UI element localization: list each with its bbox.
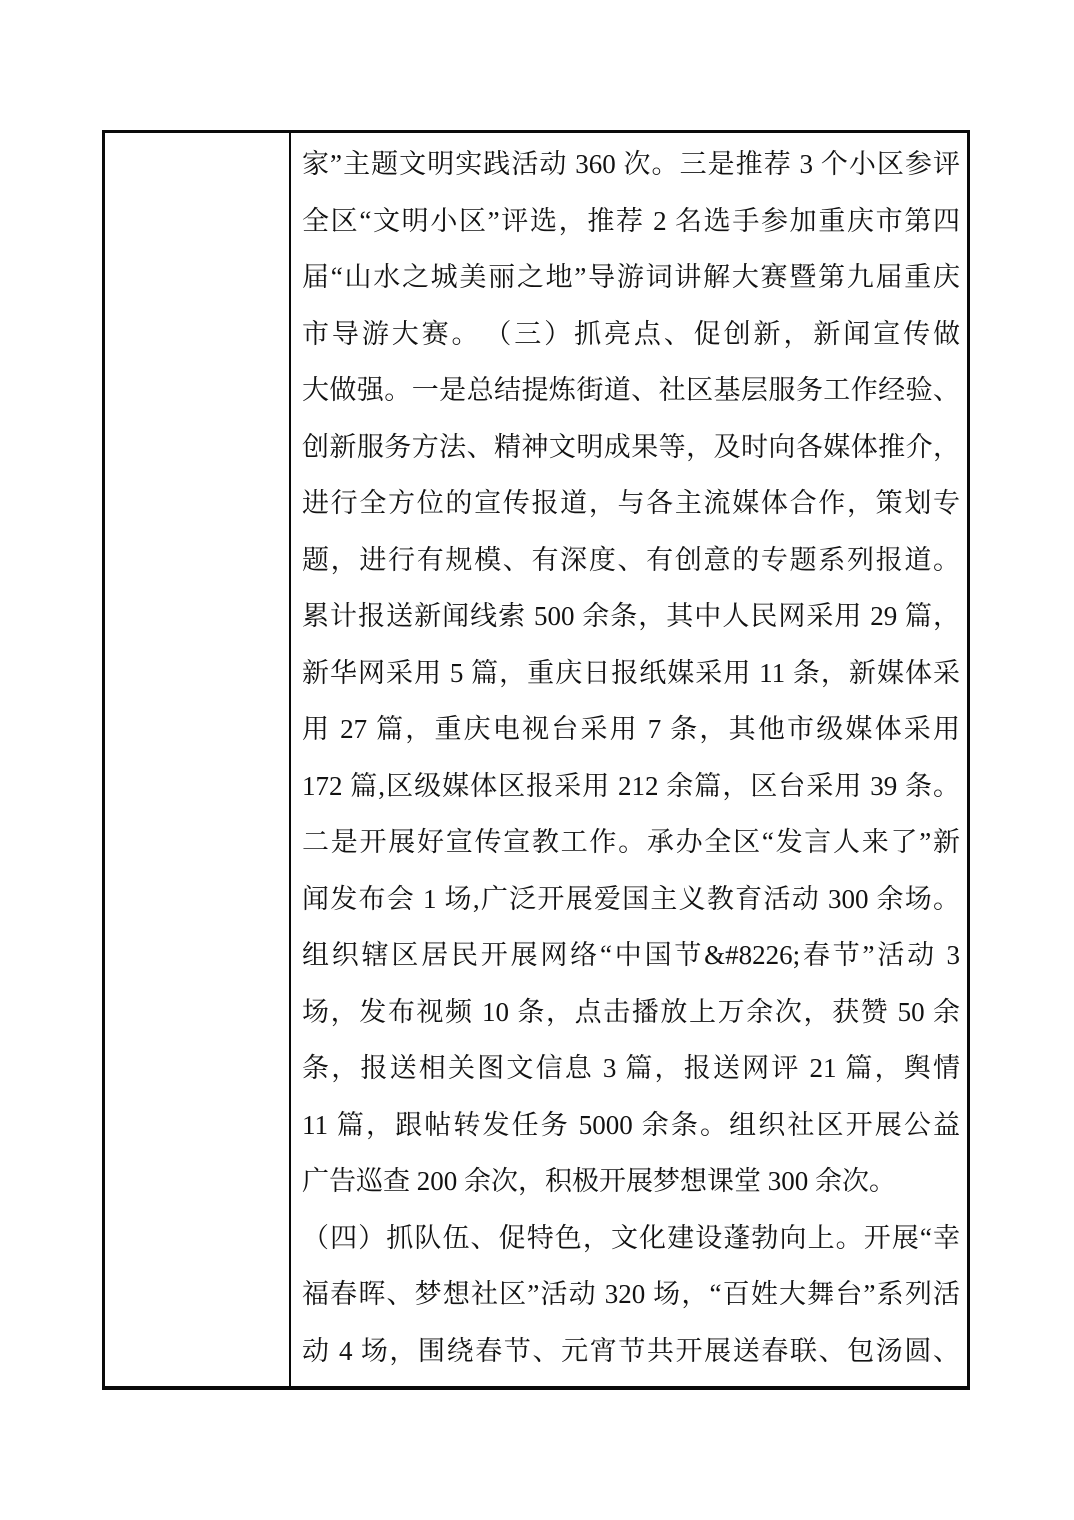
table-cell-body <box>291 133 967 1386</box>
text-line: 累计报送新闻线索 500 余条，其中人民网采用 29 篇， <box>302 601 960 631</box>
text-line: 市导游大赛。 （三）抓亮点、促创新，新闻宣传做 <box>302 318 960 349</box>
text-line: 创新服务方法、精神文明成果等，及时向各媒体推介， <box>302 431 960 462</box>
text-line: 动 4 场，围绕春节、元宵节共开展送春联、包汤圆、 <box>302 1335 960 1366</box>
text-line: 用 27 篇，重庆电视台采用 7 条，其他市级媒体采用 <box>302 714 960 744</box>
text-line: 闻发布会 1 场,广泛开展爱国主义教育活动 300 余场。 <box>302 883 960 914</box>
text-line: 条，报送相关图文信息 3 篇，报送网评 21 篇，舆情 <box>302 1053 960 1083</box>
text-line: （四）抓队伍、促特色，文化建设蓬勃向上。开展“幸 <box>302 1222 960 1253</box>
right-cell-text <box>302 136 960 1379</box>
table-cell-label-empty <box>105 133 291 1386</box>
text-line: 届“山水之城美丽之地”导游词讲解大赛暨第九届重庆 <box>302 262 960 292</box>
text-line: 组织辖区居民开展网络“中国节&#8226;春节”活动 3 <box>302 940 960 970</box>
text-line: 进行全方位的宣传报道，与各主流媒体合作，策划专 <box>302 488 960 518</box>
text-line: 二是开展好宣传宣教工作。承办全区“发言人来了”新 <box>302 827 960 857</box>
text-line: 172 篇,区级媒体区报采用 212 余篇，区台采用 39 条。 <box>302 770 960 801</box>
text-line: 11 篇，跟帖转发任务 5000 余条。组织社区开展公益 <box>302 1109 960 1140</box>
text-line: 全区“文明小区”评选，推荐 2 名选手参加重庆市第四 <box>302 205 960 236</box>
text-line: 场，发布视频 10 条，点击播放上万余次，获赞 50 余 <box>302 996 960 1027</box>
text-line: 题，进行有规模、有深度、有创意的专题系列报道。 <box>302 544 960 575</box>
text-line: 新华网采用 5 篇，重庆日报纸媒采用 11 条，新媒体采 <box>302 657 960 688</box>
text-line: 福春晖、梦想社区”活动 320 场，“百姓大舞台”系列活 <box>302 1279 960 1309</box>
text-line: 广告巡查 200 余次，积极开展梦想课堂 300 余次。 <box>302 1166 896 1196</box>
text-line: 大做强。一是总结提炼街道、社区基层服务工作经验、 <box>302 375 960 405</box>
report-table <box>102 130 970 1390</box>
text-line: 家”主题文明实践活动 360 次。三是推荐 3 个小区参评 <box>302 149 960 179</box>
